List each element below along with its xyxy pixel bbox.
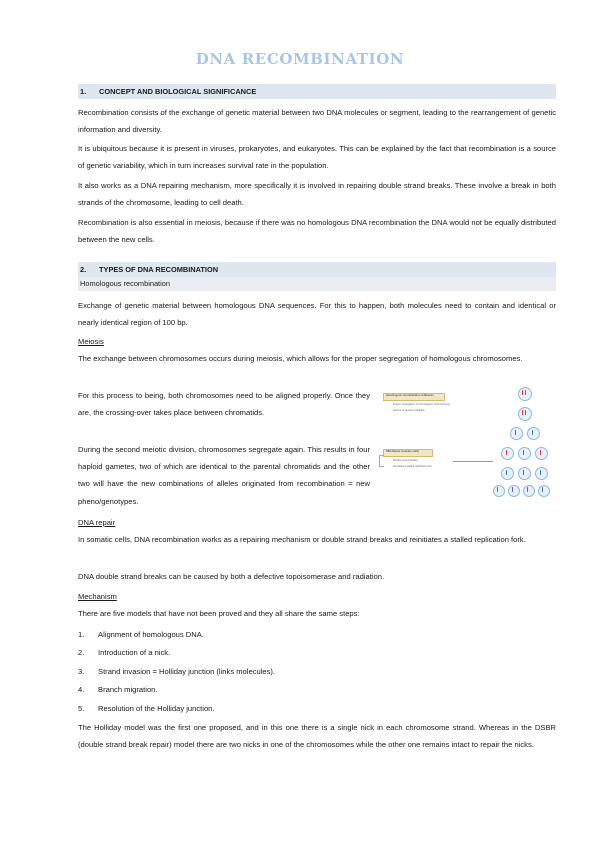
chromosome-icon [527, 487, 528, 492]
section-1-paragraph-4: Recombination is also essential in meiosis, because if there was no homologous DNA recombination the DNA would not be equally distributed between the new cells. [78, 218, 556, 245]
chromosome-icon [506, 470, 507, 475]
cell-icon [527, 427, 540, 440]
cell-icon [493, 485, 505, 497]
chromosome-icon [525, 390, 526, 395]
mechanism-label: Mechanism [78, 592, 117, 601]
dna-repair-paragraph-2: DNA double strand breaks can be caused by both a defective topoisomerase and radiation. [78, 572, 385, 581]
chromosome-icon [506, 450, 507, 455]
section-2-heading [78, 262, 556, 277]
section-2-number: 2. [80, 265, 87, 274]
cell-icon [535, 447, 548, 460]
cell-icon [538, 485, 550, 497]
section-1-paragraph-2: It is ubiquitous because it is present in viruses, prokaryotes, and eukaryotes. This can be explained by the fact that recombination is a source of genetic variability, which in turn increases survival rate in the population. [78, 144, 556, 171]
meiosis-label: Meiosis [78, 337, 104, 346]
chromosome-icon [522, 390, 523, 395]
cell-icon [510, 427, 523, 440]
section-1-paragraph-3: It also works as a DNA repairing mechanism, more specifically it is involved in repairing double strand breaks. These involve a break in both strands of the chromosome, leading to cell death. [78, 181, 556, 208]
chromosome-icon [540, 450, 541, 455]
cell-icon [518, 447, 531, 460]
homologous-intro: Exchange of genetic material between homologous DNA sequences. For this to happen, both molecules need to contain and identical or nearly identical region of 100 bp. [78, 301, 556, 328]
list-item: 2. Introduction of a nick. [78, 648, 171, 658]
chromosome-icon [532, 430, 533, 435]
chromosome-icon [512, 487, 513, 492]
list-item: 5. Resolution of the Holliday junction. [78, 703, 215, 713]
section-1-title: CONCEPT AND BIOLOGICAL SIGNIFICANCE [99, 87, 257, 96]
list-item: 1. Alignment of homologous DNA. [78, 630, 204, 639]
cell-icon [518, 467, 531, 480]
figure-box-meiosis-item-1: Proper segregation of homologous chromosomes [393, 403, 450, 406]
meiosis-paragraph-2: For this process to being, both chromosomes need to be aligned properly. Once they are, the crossing-over takes place between chromatids. [78, 391, 370, 418]
cell-icon [535, 467, 548, 480]
mechanism-intro: There are five models that have not been proved and they all share the same steps: [78, 609, 360, 618]
chromosome-icon [497, 487, 498, 492]
chromosome-icon [515, 430, 516, 435]
chromosome-icon [523, 450, 524, 455]
cell-icon [501, 447, 514, 460]
recombination-figure [377, 385, 555, 505]
section-1-number: 1. [80, 87, 87, 96]
figure-arrow [453, 461, 493, 462]
chromosome-icon [540, 470, 541, 475]
document-title: DNA RECOMBINATION [195, 50, 405, 68]
section-1-paragraph-1: Recombination consists of the exchange of genetic material between two DNA molecules or segment, leading to the rearrangement of genetic information and diversity. [78, 108, 556, 135]
figure-box-repair-item-2: Reinitiate a stalled replication fork [393, 465, 432, 468]
dna-repair-label: DNA repair [78, 518, 116, 527]
chromosome-icon [525, 410, 526, 415]
figure-box-repair-item-1: Double-strand breaks [393, 459, 418, 462]
cell-icon [523, 485, 535, 497]
cell-icon [501, 467, 514, 480]
chromosome-icon [523, 470, 524, 475]
cell-icon [508, 485, 520, 497]
mechanism-closing-paragraph: The Holliday model was the first one proposed, and in this one there is a single nick in each chromosome strand. Whereas in the DSBR (double strand break repair) model there are two nicks in one of the chromosomes while the other one remains intact to repair the nicks. [78, 723, 556, 750]
list-item: 4. Branch migration. [78, 685, 158, 695]
section-1-heading [78, 84, 556, 99]
figure-bracket [379, 455, 384, 467]
figure-box-meiosis-item-2: Source of genetic variability [393, 409, 425, 412]
dna-repair-paragraph-1: In somatic cells, DNA recombination works as a repairing mechanism or double strand breaks and reinitiates a stalled replication fork. [78, 535, 526, 544]
list-item: 3. Strand invasion = Holliday junction (links molecules). [78, 666, 276, 676]
figure-box-meiosis-title: Homologous recombination in Meiosis [386, 394, 434, 397]
meiosis-paragraph-3: During the second meiotic division, chromosomes segregate again. This results in four haploid gametes, two of which are identical to the parental chromatids and the other two will have the new combinations of alleles originated from recombination = new pheno/genotypes. [78, 445, 370, 506]
mechanism-steps-list [78, 626, 556, 718]
chromosome-icon [542, 487, 543, 492]
meiosis-paragraph-1: The exchange between chromosomes occurs during meiosis, which allows for the proper segregation of homologous chromosomes. [78, 354, 523, 363]
figure-box-repair-title: DNA Repair (somatic cells) [386, 450, 420, 453]
homologous-recombination-subheading: Homologous recombination [78, 277, 556, 291]
section-2-title: TYPES OF DNA RECOMBINATION [99, 265, 219, 274]
chromosome-icon [522, 410, 523, 415]
